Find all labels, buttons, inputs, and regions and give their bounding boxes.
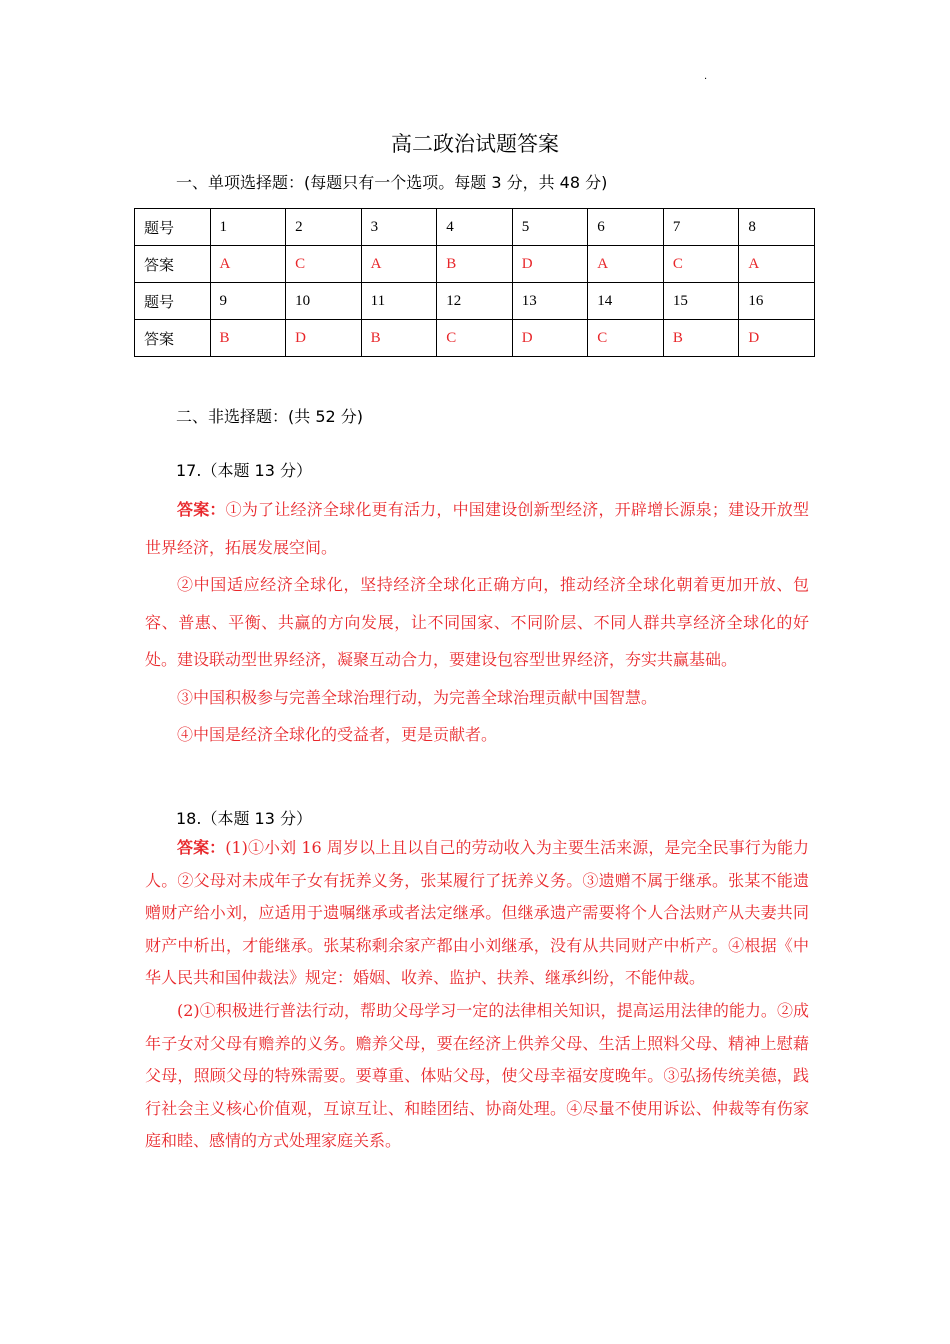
question-number-row-label: 题号 [135, 209, 211, 246]
header-mark: · [704, 74, 708, 85]
section2-heading: 二、非选择题：(共 52 分) [176, 407, 364, 426]
question18-answer-p1 [145, 832, 809, 995]
answer-cell: B [361, 320, 437, 357]
question-number-cell: 6 [588, 209, 664, 246]
answer-cell: B [210, 320, 286, 357]
question-number-cell: 13 [512, 283, 588, 320]
question-number-cell: 11 [361, 283, 437, 320]
table-row [135, 283, 815, 320]
question17-answer-p1 [145, 491, 809, 566]
paragraph-text: ①为了让经济全球化更有活力，中国建设创新型经济，开辟增长源泉；建设开放型世界经济，拓展发展空间。 [145, 500, 809, 557]
answer-cell: D [739, 320, 815, 357]
question-number-cell: 4 [437, 209, 513, 246]
question17-answer-p4: ④中国是经济全球化的受益者，更是贡献者。 [177, 725, 498, 744]
question17-answer-p2: ②中国适应经济全球化，坚持经济全球化正确方向，推动经济全球化朝着更加开放、包容、普惠、平衡、共赢的方向发展，让不同国家、不同阶层、不同人群共享经济全球化的好处。建设联动型世界经济，凝聚互动合力，要建设包容型世界经济，夯实共赢基础。 [145, 575, 809, 669]
paragraph-text: (1)①小刘 16 周岁以上且以自己的劳动收入为主要生活来源，是完全民事行为能力人。②父母对未成年子女有抚养义务，张某履行了抚养义务。③遗赠不属于继承。张某不能遗赠财产给小刘，应适用于遗嘱继承或者法定继承。但继承遗产需要将个人合法财产从夫妻共同财产中析出，才能继承。张某称剩余家产都由小刘继承，没有从共同财产中析产。④根据《中华人民共和国仲裁法》规定：婚姻、收养、监护、扶养、继承纠纷，不能仲裁。 [145, 838, 809, 987]
answer-cell: C [437, 320, 513, 357]
answer-cell: D [286, 320, 362, 357]
answer-cell: C [663, 246, 739, 283]
question17-heading: 17.（本题 13 分） [176, 461, 312, 480]
table-row [135, 209, 815, 246]
question-number-cell: 5 [512, 209, 588, 246]
question-number-cell: 10 [286, 283, 362, 320]
question-number-cell: 3 [361, 209, 437, 246]
answer-cell: D [512, 320, 588, 357]
answer-cell: B [663, 320, 739, 357]
question18-answer-p2: (2)①积极进行普法行动，帮助父母学习一定的法律相关知识，提高运用法律的能力。②成年子女对父母有赡养的义务。赡养父母，要在经济上供养父母、生活上照料父母、精神上慰藉父母，照顾父母的特殊需要。要尊重、体贴父母，使父母幸福安度晚年。③弘扬传统美德，践行社会主义核心价值观，互谅互让、和睦团结、协商处理。④尽量不使用诉讼、仲裁等有伤家庭和睦、感情的方式处理家庭关系。 [145, 1001, 809, 1150]
answer-row-label: 答案 [135, 246, 211, 283]
answer-cell: A [361, 246, 437, 283]
answer-table [134, 208, 815, 357]
question-number-row-label: 题号 [135, 283, 211, 320]
answer-row-label: 答案 [135, 320, 211, 357]
question-number-cell: 12 [437, 283, 513, 320]
question-number-cell: 9 [210, 283, 286, 320]
question-number-cell: 2 [286, 209, 362, 246]
answer-label: 答案： [177, 500, 226, 519]
table-row [135, 246, 815, 283]
answer-cell: D [512, 246, 588, 283]
question-number-cell: 14 [588, 283, 664, 320]
section1-heading: 一、单项选择题：(每题只有一个选项。每题 3 分，共 48 分) [176, 173, 608, 192]
answer-cell: A [739, 246, 815, 283]
answer-label: 答案： [177, 838, 226, 857]
table-row [135, 320, 815, 357]
question-number-cell: 16 [739, 283, 815, 320]
question-number-cell: 15 [663, 283, 739, 320]
answer-cell: A [588, 246, 664, 283]
question-number-cell: 7 [663, 209, 739, 246]
question-number-cell: 1 [210, 209, 286, 246]
answer-cell: C [286, 246, 362, 283]
answer-cell: C [588, 320, 664, 357]
question18-heading: 18.（本题 13 分） [176, 809, 312, 828]
answer-cell: A [210, 246, 286, 283]
question17-answer-p3: ③中国积极参与完善全球治理行动，为完善全球治理贡献中国智慧。 [177, 688, 658, 707]
answer-cell: B [437, 246, 513, 283]
question-number-cell: 8 [739, 209, 815, 246]
page-title: 高二政治试题答案 [391, 132, 559, 156]
